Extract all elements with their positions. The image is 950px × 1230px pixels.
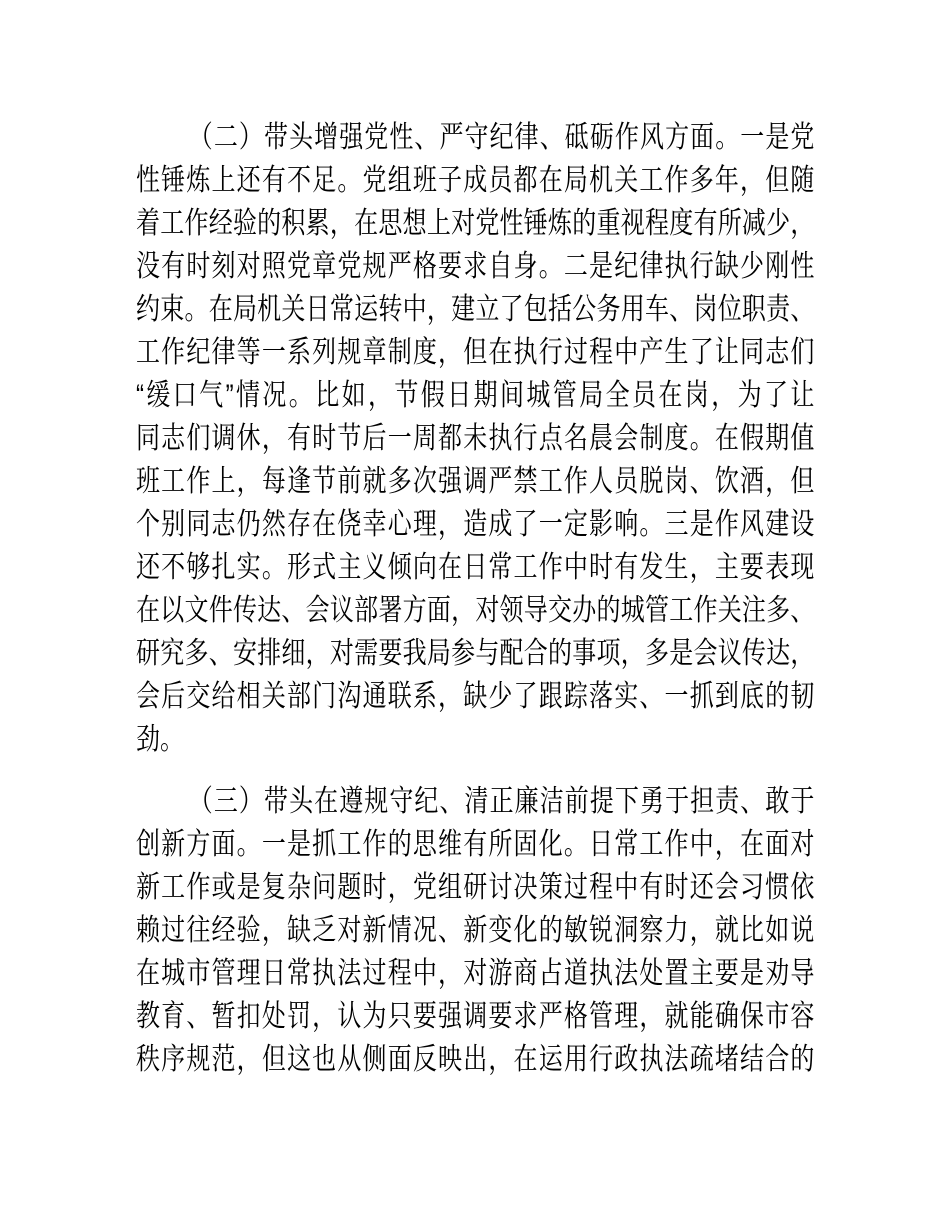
text-line: 教育、暂扣处罚，认为只要强调要求严格管理，就能确保市容	[136, 1000, 815, 1033]
text-line: 劲。	[136, 723, 184, 756]
text-line: 没有时刻对照党章党规严格要求自身。二是纪律执行缺少刚性	[136, 250, 815, 283]
document-body	[136, 116, 814, 1100]
paragraph-section-2	[136, 116, 814, 761]
text-line: 个别同志仍然存在侥幸心理，造成了一定影响。三是作风建设	[136, 508, 815, 541]
text-line: （三）带头在遵规守纪、清正廉洁前提下勇于担责、敢于	[188, 785, 815, 818]
text-line: 约束。在局机关日常运转中，建立了包括公务用车、岗位职责、	[136, 293, 815, 326]
text-line: 工作纪律等一系列规章制度，但在执行过程中产生了让同志们	[136, 336, 815, 369]
text-line: 赖过往经验，缺乏对新情况、新变化的敏锐洞察力，就比如说	[136, 914, 815, 947]
text-line: （二）带头增强党性、严守纪律、砥砺作风方面。一是党	[188, 121, 815, 154]
text-line: 着工作经验的积累，在思想上对党性锤炼的重视程度有所减少，	[136, 207, 815, 240]
text-line: 还不够扎实。形式主义倾向在日常工作中时有发生，主要表现	[136, 551, 815, 584]
text-line: 同志们调休，有时节后一周都未执行点名晨会制度。在假期值	[136, 422, 815, 455]
text-line: 新工作或是复杂问题时，党组研讨决策过程中有时还会习惯依	[136, 871, 815, 904]
text-line: 班工作上，每逢节前就多次强调严禁工作人员脱岗、饮酒，但	[136, 465, 815, 498]
text-line: 性锤炼上还有不足。党组班子成员都在局机关工作多年，但随	[136, 164, 815, 197]
text-line: 创新方面。一是抓工作的思维有所固化。日常工作中，在面对	[136, 828, 815, 861]
text-line: 在城市管理日常执法过程中，对游商占道执法处置主要是劝导	[136, 957, 815, 990]
text-line: “缓口气”情况。比如，节假日期间城管局全员在岗，为了让	[136, 379, 815, 412]
paragraph-section-3	[136, 780, 814, 1081]
text-line: 会后交给相关部门沟通联系，缺少了跟踪落实、一抓到底的韧	[136, 680, 815, 713]
text-line: 研究多、安排细，对需要我局参与配合的事项，多是会议传达，	[136, 637, 815, 670]
text-line: 秩序规范，但这也从侧面反映出，在运用行政执法疏堵结合的	[136, 1043, 815, 1076]
text-line: 在以文件传达、会议部署方面，对领导交办的城管工作关注多、	[136, 594, 815, 627]
